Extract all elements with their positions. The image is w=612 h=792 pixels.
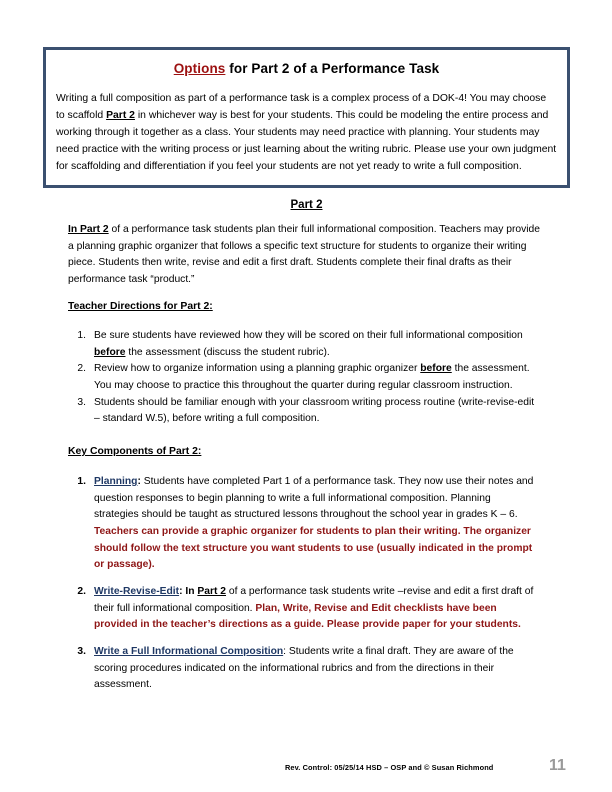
- list-item-number: 1.: [77, 330, 86, 341]
- callout-body-part-1: Writing a full composition as part of a performance task is a complex process of a DOK-4! You may choose to scaffold: [56, 93, 547, 122]
- list-item-text-b: the assessment (discuss the student rubric).: [125, 346, 330, 358]
- callout-body: [56, 91, 557, 175]
- part-2-heading: Part 2: [290, 199, 323, 211]
- list-item-label-suffix: :: [283, 646, 289, 658]
- list-item-inline-emphasis: Part 2: [197, 586, 227, 598]
- list-item-black-text: Students write a final draft. They are aware of the scoring procedures indicated on the informational rubrics and from the directions in their assessment.: [94, 646, 514, 691]
- list-item-number: 2.: [77, 586, 86, 598]
- list-item-black-text: of a performance task students write –revise and edit a first draft of their full informational composition.: [94, 586, 534, 614]
- footer-revision-note: Rev. Control: 05/25/14 HSD – OSP and © Susan Richmond: [285, 763, 494, 772]
- list-item: [68, 644, 538, 694]
- callout-title: [56, 60, 557, 78]
- list-item-text-a: Be sure students have reviewed how they will be scored on their full informational composition: [94, 330, 523, 341]
- list-item-number: 3.: [77, 646, 86, 658]
- callout-title-highlight: Options: [173, 61, 226, 76]
- list-item-number: 3.: [77, 396, 86, 408]
- intro-text: of a performance task students plan their full informational composition. Teachers may provide a planning graphic organizer that follows a specific text structure for students to organize their writing piece. Students then write, revise and edit a first draft. Students complete their final drafts as their performance task “product.”: [68, 224, 540, 286]
- list-item-label: Write-Revise-Edit: [94, 586, 180, 598]
- options-callout-box: [43, 47, 570, 188]
- list-item-emphasis: before: [420, 363, 452, 375]
- list-item: [68, 474, 538, 574]
- teacher-directions-list: [68, 328, 538, 428]
- teacher-directions-heading: Teacher Directions for Part 2:: [68, 301, 213, 312]
- callout-body-part-2: in whichever way is best for your students. This could be modeling the entire process and working through it together as a class. Your students may need practice with planning. Your students may need practice with the writing process or just learning about the writing rubric. Please use your own judgment for scaffolding and differentiation if you feel your students are not yet ready to write a full composition.: [56, 110, 557, 172]
- list-item-red-text: Teachers can provide a graphic organizer for students to plan their writing. The organizer should follow the text structure you want students to use (usually indicated in the prompt or passage).: [94, 526, 533, 571]
- list-item-text-b: the assessment. You may choose to practice this throughout the quarter during regular classroom instruction.: [94, 363, 530, 392]
- list-item-label: Planning: [94, 476, 138, 487]
- list-item-number: 1.: [77, 476, 86, 487]
- list-item-label: Write a Full Informational Composition: [94, 646, 284, 658]
- list-item-text-a: Review how to organize information using a planning graphic organizer: [94, 363, 421, 375]
- list-item-black-text: Students have completed Part 1 of a performance task. They now use their notes and question responses to begin planning to write a full informational composition. Planning strategies should be taught as structured lessons throughout the school year in grades K – 6.: [94, 476, 534, 521]
- intro-paragraph: [68, 222, 548, 289]
- list-item-text-a: Students should be familiar enough with your classroom writing process routine (write-revise-edit – standard W.5), before writing a full composition.: [94, 396, 535, 425]
- list-item-number: 2.: [77, 363, 86, 375]
- page-number: 11: [549, 757, 566, 774]
- list-item: [68, 584, 538, 634]
- intro-lead: In Part 2: [68, 224, 109, 235]
- callout-title-rest: for Part 2 of a Performance Task: [225, 61, 440, 76]
- key-components-heading: Key Components of Part 2:: [68, 446, 202, 457]
- list-item-label-suffix: :: [137, 476, 144, 487]
- list-item: [68, 328, 538, 361]
- list-item: [68, 395, 538, 428]
- callout-body-emphasis: Part 2: [106, 110, 135, 122]
- list-item-red-text: Plan, Write, Revise and Edit checklists have been provided in the teacher’s directions as a guide. Please provide paper for your students.: [94, 602, 521, 631]
- key-components-list: [68, 474, 538, 704]
- list-item: [68, 361, 538, 394]
- list-item-emphasis: before: [94, 346, 126, 358]
- list-item-label-suffix: : In: [179, 586, 198, 598]
